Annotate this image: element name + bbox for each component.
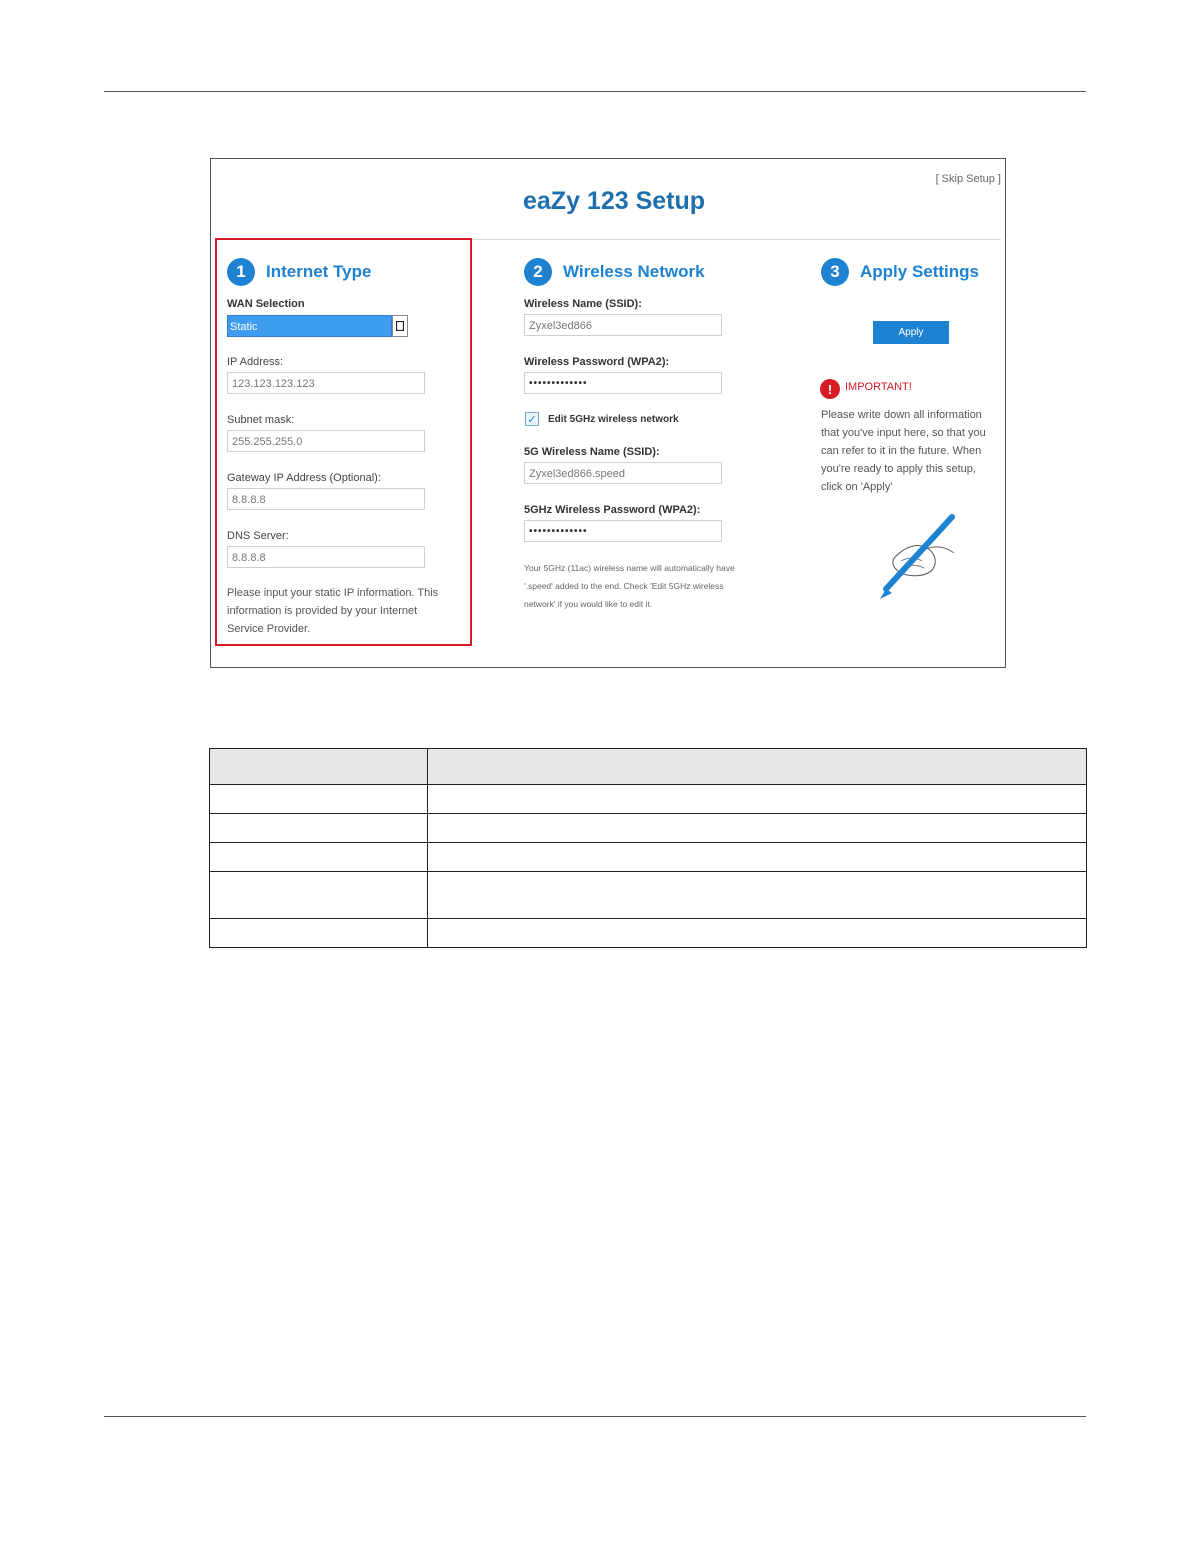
table-row: [210, 814, 1087, 843]
ssid-input[interactable]: Zyxel3ed866: [524, 314, 722, 336]
gateway-label: Gateway IP Address (Optional):: [227, 472, 381, 484]
bottom-page-rule: [104, 1416, 1086, 1417]
step-1-icon: 1: [227, 258, 255, 286]
parameter-table: [209, 748, 1087, 948]
table-row: [210, 843, 1087, 872]
ssid-5g-label: 5G Wireless Name (SSID):: [524, 446, 660, 458]
table-row: [210, 785, 1087, 814]
wan-selection-select[interactable]: [227, 315, 408, 337]
ip-address-input[interactable]: 123.123.123.123: [227, 372, 425, 394]
edit-5ghz-label: Edit 5GHz wireless network: [548, 414, 679, 425]
table-cell: [210, 872, 428, 919]
password-5g-label: 5GHz Wireless Password (WPA2):: [524, 504, 701, 516]
table-header-cell: [428, 749, 1087, 785]
table-cell: [210, 843, 428, 872]
table-cell: [428, 814, 1087, 843]
dropdown-arrow-icon[interactable]: [392, 315, 408, 337]
note-line: information is provided by your Internet: [227, 605, 418, 617]
note-line: can refer to it in the future. When: [821, 445, 982, 457]
table-cell: [210, 785, 428, 814]
note-line: '.speed' added to the end. Check 'Edit 5GHz wireless: [524, 581, 724, 591]
dns-server-input[interactable]: 8.8.8.8: [227, 546, 425, 568]
step-apply-settings: [821, 257, 979, 287]
gateway-input[interactable]: 8.8.8.8: [227, 488, 425, 510]
step-2-title: Wireless Network: [563, 262, 705, 281]
wireless-password-label: Wireless Password (WPA2):: [524, 356, 670, 368]
note-line: Please input your static IP information. This: [227, 587, 439, 599]
important-label: IMPORTANT!: [845, 381, 912, 393]
table-row: [210, 872, 1087, 919]
note-line: click on 'Apply': [821, 481, 893, 493]
exclamation-icon: !: [820, 379, 840, 399]
step-3-icon: 3: [821, 258, 849, 286]
step-2-icon: 2: [524, 258, 552, 286]
subnet-mask-label: Subnet mask:: [227, 414, 295, 426]
table-row: [210, 919, 1087, 948]
table-cell: [210, 919, 428, 948]
note-line: you're ready to apply this setup,: [821, 463, 976, 475]
setup-screenshot: [210, 158, 1006, 668]
table-cell: [210, 814, 428, 843]
wan-selection-label: WAN Selection: [227, 298, 305, 310]
ip-address-label: IP Address:: [227, 356, 284, 368]
edit-5ghz-checkbox[interactable]: [525, 412, 539, 426]
step-1-title: Internet Type: [266, 262, 372, 281]
table-cell: [428, 785, 1087, 814]
internet-type-note: [227, 584, 438, 638]
note-line: that you've input here, so that you: [821, 427, 986, 439]
skip-setup-link[interactable]: [ Skip Setup ]: [935, 173, 1001, 185]
dns-server-label: DNS Server:: [227, 530, 289, 542]
hand-writing-pen-icon: [866, 511, 966, 601]
step-wireless-network: [524, 257, 705, 287]
wan-selected-value: Static: [227, 315, 392, 337]
note-line: Please write down all information: [821, 409, 982, 421]
table-cell: [428, 843, 1087, 872]
ssid-5g-input[interactable]: Zyxel3ed866.speed: [524, 462, 722, 484]
step-3-title: Apply Settings: [860, 262, 980, 281]
checkmark-icon: ✓: [527, 413, 537, 426]
table-cell: [428, 919, 1087, 948]
apply-button[interactable]: Apply: [873, 321, 949, 344]
subnet-mask-input[interactable]: 255.255.255.0: [227, 430, 425, 452]
step-internet-type: [227, 257, 371, 287]
page-title: eaZy 123 Setup: [522, 187, 706, 215]
note-line: network' if you would like to edit it.: [524, 599, 653, 609]
apply-note: [821, 406, 986, 496]
wireless-password-input[interactable]: •••••••••••••: [524, 372, 722, 394]
table-header-row: [210, 749, 1087, 785]
top-page-rule: [104, 91, 1086, 92]
wireless-note: [524, 559, 735, 613]
table-header-cell: [210, 749, 428, 785]
note-line: Your 5GHz (11ac) wireless name will automatically have: [524, 563, 735, 573]
note-line: Service Provider.: [227, 623, 311, 635]
table-cell: [428, 872, 1087, 919]
password-5g-input[interactable]: •••••••••••••: [524, 520, 722, 542]
ssid-label: Wireless Name (SSID):: [524, 298, 642, 310]
